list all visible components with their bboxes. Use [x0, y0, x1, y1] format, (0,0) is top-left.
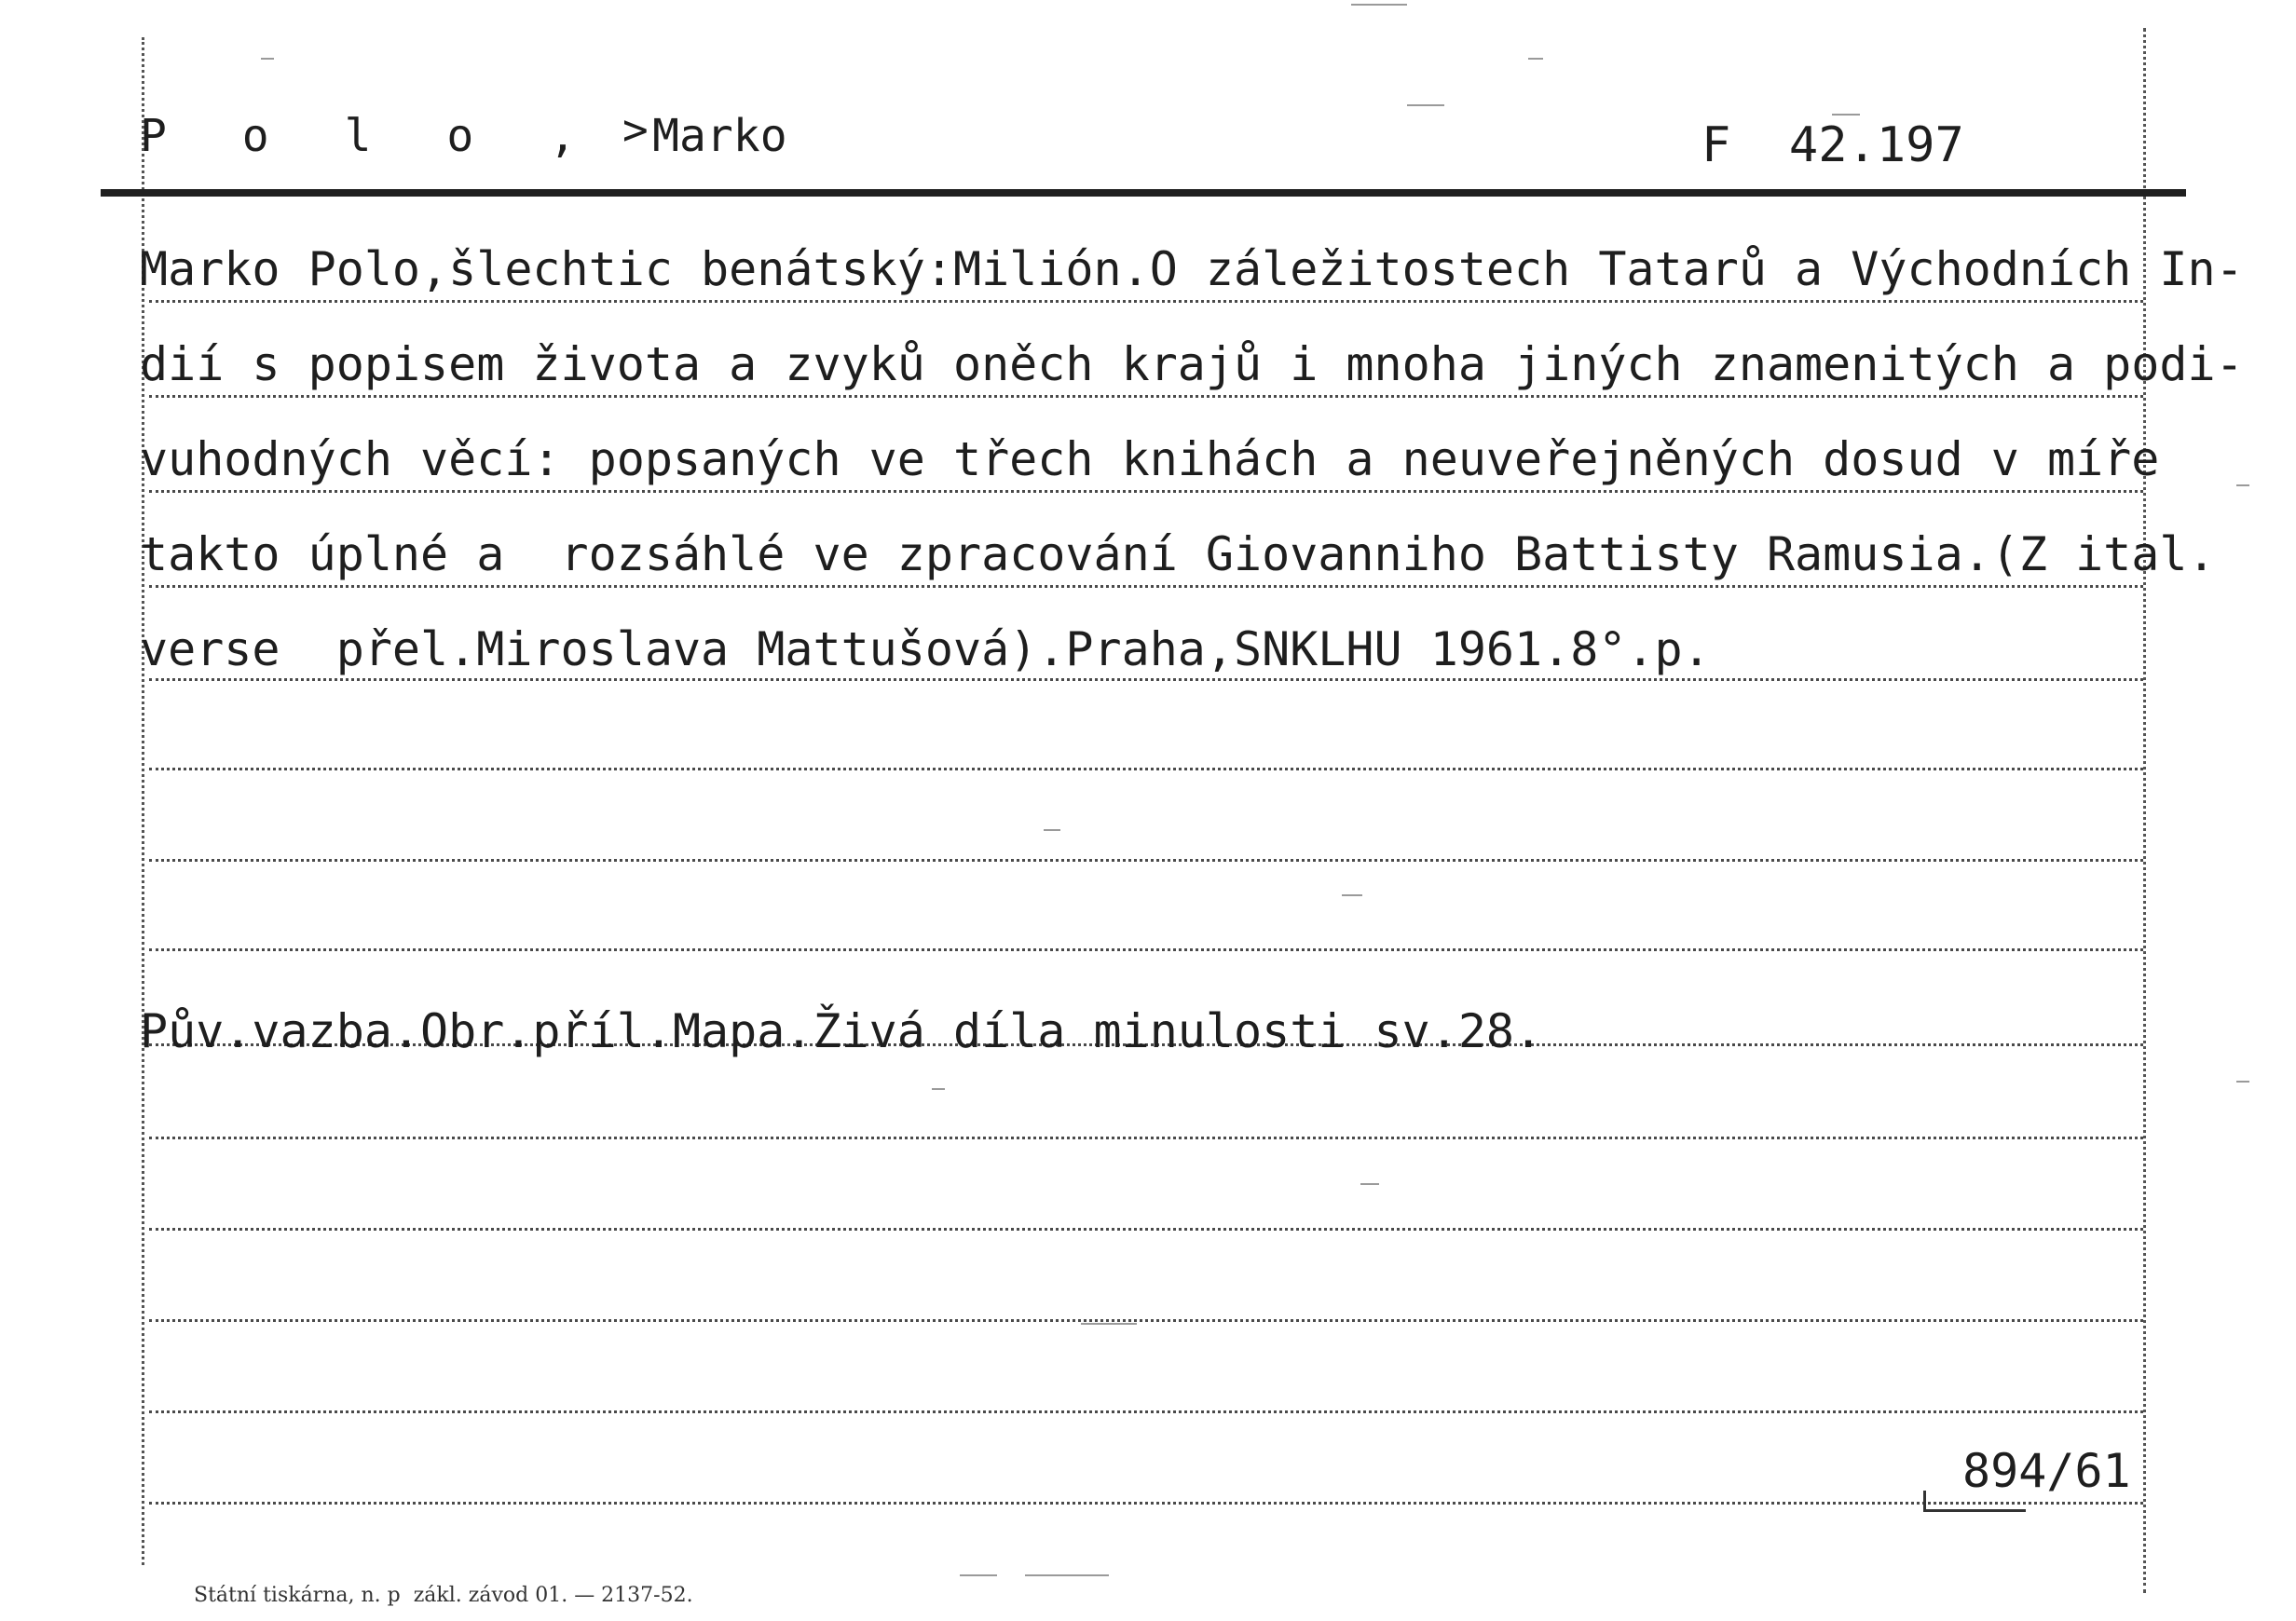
author-heading [140, 110, 787, 162]
scan-speck [1025, 1574, 1109, 1576]
title-line-1: Marko Polo,šlechtic benátský:Milión.O záležitostech Tatarů a Východních In- [140, 242, 2244, 296]
shelfmark: F 42.197 [1702, 117, 1964, 173]
title-line-5: verse přel.Miroslava Mattušová).Praha,SNKLHU 1961.8°.p. [140, 622, 1711, 676]
author-correction-mark: > [622, 104, 649, 155]
accession-tick [1923, 1491, 1926, 1511]
scan-speck [2236, 484, 2249, 486]
scan-speck [960, 1574, 997, 1576]
title-line-2: dií s popisem života a zvyků oněch krajů i mnoha jiných znamenitých a podi- [140, 337, 2244, 391]
ruled-line [149, 859, 2143, 862]
scan-speck [2236, 1081, 2249, 1083]
scan-speck [261, 58, 274, 60]
ruled-line [149, 490, 2143, 493]
author-surname: P o l o , [140, 110, 601, 162]
ruled-line [149, 1228, 2143, 1231]
ruled-line [149, 678, 2143, 681]
ruled-line [149, 1410, 2143, 1413]
ruled-line [149, 948, 2143, 951]
accession-underline [1923, 1509, 2026, 1512]
printer-imprint: Státní tiskárna, n. p zákl. závod 01. — 2137-52. [194, 1584, 693, 1607]
heading-rule [101, 189, 2186, 197]
scan-speck [1360, 1183, 1379, 1185]
ruled-line [149, 1319, 2143, 1322]
scan-speck [1528, 58, 1543, 60]
ruled-line [149, 395, 2143, 398]
title-line-4: takto úplné a rozsáhlé ve zpracování Giovanniho Battisty Ramusia.(Z ital. [140, 527, 2216, 581]
ruled-line [149, 1137, 2143, 1139]
accession-number: 894/61 [1962, 1444, 2131, 1498]
scan-speck [1044, 829, 1060, 831]
title-line-3: vuhodných věcí: popsaných ve třech knihách a neuveřejněných dosud v míře [140, 432, 2160, 486]
scan-speck [1081, 1323, 1137, 1325]
scan-speck [1351, 4, 1407, 6]
scan-speck [1342, 894, 1362, 896]
scan-speck [932, 1088, 945, 1090]
ruled-line [149, 300, 2143, 303]
author-given-name: Marko [652, 110, 787, 162]
ruled-line [149, 1502, 2143, 1505]
ruled-line [149, 768, 2143, 770]
ruled-line [149, 585, 2143, 588]
scan-speck [1832, 114, 1860, 116]
physical-description-note: Pův.vazba.Obr.příl.Mapa.Živá díla minulosti sv.28. [140, 1004, 1543, 1058]
scan-speck [1407, 104, 1444, 106]
